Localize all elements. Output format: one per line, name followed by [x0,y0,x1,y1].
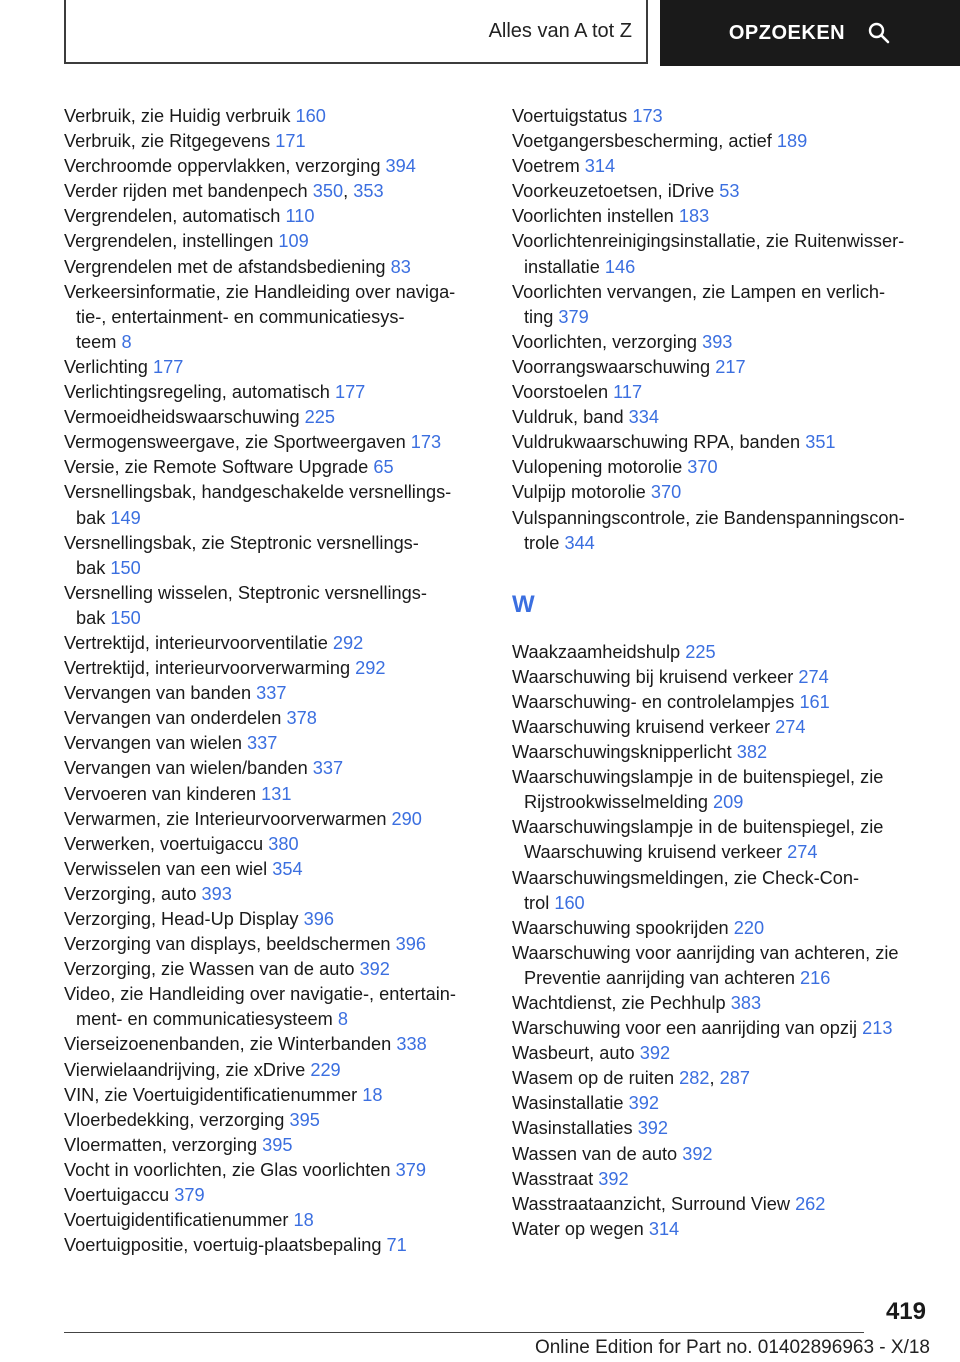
index-entry-text: Voorlichten vervangen, zie Lampen en verlich- [512,281,886,302]
index-entry-text: Warschuwing voor een aanrijding van opzij [512,1018,858,1039]
search-tab[interactable] [660,0,960,66]
index-entry-text: Voorrangswaarschuwing [512,356,711,377]
index-entry-text: bak [76,507,106,528]
page-link[interactable]: 392 [359,959,390,980]
page-link[interactable]: 392 [628,1093,659,1114]
index-entry-text: Vergrendelen, instellingen [64,231,274,252]
index-entry [64,229,484,254]
page-link[interactable]: 8 [337,1009,348,1030]
index-entry-text: Vergrendelen, automatisch [64,206,281,227]
index-entry [64,631,484,656]
index-entry-text: Vloerbedekking, verzorging [64,1109,285,1130]
index-entry [64,907,484,932]
index-entry [512,506,932,556]
index-entry [512,204,932,229]
index-entry-text: Water op wegen [512,1218,644,1239]
page-link[interactable]: 344 [564,532,595,553]
page-link[interactable]: 109 [278,231,309,252]
page-link[interactable]: 314 [648,1218,680,1239]
page-link[interactable]: 379 [395,1159,426,1180]
index-entry [512,1091,932,1116]
index-entry [64,581,484,631]
index-entry-text: Wasstraat [512,1168,594,1189]
index-entry-text: Wasinstallaties [512,1118,633,1139]
page-link[interactable]: 290 [391,808,422,829]
index-entry-text: Verkeersinformatie, zie Handleiding over naviga- [64,281,456,302]
index-entry-text: Waakzaamheidshulp [512,641,681,662]
index-entry [64,405,484,430]
page-link[interactable]: 173 [632,106,663,126]
index-entry [64,430,484,455]
index-entry-text: Video, zie Handleiding over navigatie-, entertain- [64,984,456,1005]
index-entry-text: Verbruik, zie Ritgegevens [64,131,271,152]
index-entry-text: trol [524,892,550,913]
page-link[interactable]: 149 [110,507,141,528]
page-link[interactable]: 209 [713,792,744,813]
index-entry-text: Vulpijp motorolie [512,482,646,503]
index-entry [512,1116,932,1141]
index-entry-text: Waarschuwing voor aanrijding van achteren, zie [512,942,899,963]
index-entry [64,807,484,832]
page-number: 419 [885,1298,926,1325]
index-entry [64,957,484,982]
index-entry-text: Wassen van de auto [512,1143,678,1164]
index-entry-text: Wasbeurt, auto [512,1043,635,1064]
page-link[interactable]: 392 [682,1143,713,1164]
index-entry-text: Voorkeuzetoetsen, iDrive [512,181,715,202]
page-link[interactable]: 392 [637,1118,669,1139]
index-entry-text: Rijstrookwisselmelding [524,792,708,813]
index-entry-text: Waarschuwing bij kruisend verkeer [512,666,794,687]
index-entry [512,229,932,279]
page-link[interactable]: 146 [604,256,636,277]
page-link[interactable]: 378 [286,708,317,729]
page-link[interactable]: 177 [152,356,184,377]
index-entry [512,154,932,179]
section-letter-heading: W [512,590,535,618]
page-link[interactable]: 379 [558,306,589,327]
page-link[interactable]: 229 [310,1059,341,1080]
page-link[interactable]: 173 [410,432,442,453]
page-link[interactable]: 354 [272,858,303,879]
index-entry-text: Verzorging, Head-Up Display [64,909,299,929]
index-entry-text: Vulspanningscontrole, zie Bandenspanningscon- [512,507,905,528]
index-entry [512,355,932,380]
index-entry-text: Vierwielaandrijving, zie xDrive [64,1059,306,1080]
index-entry-text: Vervangen van banden [64,683,252,704]
index-entry [512,380,932,405]
page-link[interactable]: 131 [261,783,292,804]
page-link[interactable]: 117 [613,382,643,403]
index-entry-text: Vergrendelen met de afstandsbediening [64,256,386,277]
index-entry [512,740,932,765]
index-entry-text: Voorlichten instellen [512,206,674,227]
index-entry [64,204,484,229]
index-entry [64,857,484,882]
index-entry-text: Vertrektijd, interieurvoorverwarming [64,658,351,679]
index-entry [512,179,932,204]
index-entry-text: Waarschuwingsmeldingen, zie Check-Con- [512,867,860,888]
index-entry [64,1032,484,1057]
page-link[interactable]: 83 [390,256,411,277]
index-entry [64,832,484,857]
index-entry: Verder rijden met bandenpech 350, 353 [64,181,384,202]
index-entry-text: Waarschuwingslampje in de buitenspiegel, zie [512,767,884,788]
index-entry: Wasem op de ruiten 282, 287 [512,1068,750,1089]
index-entry [64,1058,484,1083]
page-link[interactable]: 393 [702,331,733,352]
index-entry [64,1133,484,1158]
page-link[interactable]: 160 [554,892,585,913]
page-link[interactable]: 380 [268,833,299,854]
index-entry [64,355,484,380]
index-entry [512,405,932,430]
index-entry [64,1233,484,1258]
page-link[interactable]: 71 [386,1235,407,1256]
page-link[interactable]: 392 [639,1043,671,1064]
page-link[interactable]: 171 [275,131,306,152]
page-link[interactable]: 370 [650,482,682,503]
index-entry-text: ting [524,306,554,327]
index-entry [64,455,484,480]
page-link[interactable]: 220 [733,917,765,938]
index-entry-text: Waarschuwingsknipperlicht [512,742,732,763]
index-entry-text: Voorlichten, verzorging [512,331,698,352]
footer-text: Online Edition for Part no. 01402896963 - X/18 [534,1337,930,1358]
page-link[interactable]: 379 [174,1185,205,1206]
index-entry-text: Waarschuwing- en controlelampjes [512,691,795,712]
index-entry-text: bak [76,557,106,578]
index-entry [64,1108,484,1133]
page-link[interactable]: 216 [800,967,831,988]
index-entry-text: Voertuigstatus [512,106,628,126]
index-entry-text: Verzorging, zie Wassen van de auto [64,959,355,980]
page-link[interactable]: 183 [678,206,710,227]
index-entry-text: Wasinstallatie [512,1093,624,1114]
page-link[interactable]: 225 [685,641,716,662]
index-entry-text: Versie, zie Remote Software Upgrade [64,457,369,478]
index-entry [512,1167,932,1192]
index-entry-text: Voetrem [512,156,580,177]
page-link[interactable]: 274 [787,842,818,863]
page-link[interactable]: 217 [715,356,746,377]
index-entry-text: Vertrektijd, interieurvoorventilatie [64,632,328,653]
index-entry-text: Wasem op de ruiten [512,1068,675,1089]
page-link[interactable]: 262 [795,1193,826,1214]
page-link[interactable]: 394 [385,156,416,177]
page-link[interactable]: 353 [353,181,384,202]
index-entry [512,280,932,330]
index-group-w [512,640,932,1242]
index-entry [64,706,484,731]
index-entry [512,1041,932,1066]
page-link[interactable]: 225 [304,407,335,428]
index-entry [64,1158,484,1183]
index-entry [512,1192,932,1217]
index-entry-text: Preventie aanrijding van achteren [524,967,795,988]
index-entry-text: Verlichting [64,356,148,377]
index-entry-text: Verwarmen, zie Interieurvoorverwarmen [64,808,387,829]
page-link[interactable]: 395 [262,1134,293,1155]
section-tab-label: Alles van A tot Z [488,19,632,42]
index-entry [512,690,932,715]
page-link[interactable]: 213 [862,1018,893,1039]
page-link[interactable]: 8 [121,331,132,352]
index-entry-text: installatie [524,256,600,277]
page-link[interactable]: 287 [719,1068,750,1089]
page-link[interactable]: 150 [110,557,141,578]
index-entry-text: VIN, zie Voertuigidentificatienummer [64,1084,358,1105]
index-entry [64,1208,484,1233]
index-entry [512,480,932,505]
index-entry-text: Vervangen van wielen/banden [64,758,308,779]
index-entry [64,756,484,781]
index-entry-text: Vermoeidheidswaarschuwing [64,407,300,428]
index-entry-text: Wachtdienst, zie Pechhulp [512,993,726,1013]
index-entry [512,941,932,991]
page-link[interactable]: 338 [396,1034,427,1055]
index-entry [64,932,484,957]
page-link[interactable]: 337 [256,683,287,704]
index-entry [512,430,932,455]
index-entry-text: Vervangen van wielen [64,733,242,754]
index-entry-text: Verbruik, zie Huidig verbruik [64,106,291,126]
index-entry [512,104,932,129]
index-entry-text: Vocht in voorlichten, zie Glas voorlichten [64,1159,391,1180]
index-entry-text: Voertuigidentificatienummer [64,1210,289,1231]
index-entry-text: Voertuigaccu [64,1185,170,1206]
index-entry [64,882,484,907]
index-entry [64,681,484,706]
page-link[interactable]: 292 [332,632,364,653]
index-entry-text: bak [76,607,106,628]
page-link[interactable]: 337 [247,733,278,754]
page-link[interactable]: 383 [730,993,762,1013]
index-entry-text: tie-, entertainment- en communicatiesys- [76,306,405,327]
index-entry [64,154,484,179]
index-entry [64,129,484,154]
page-link[interactable]: 350 [312,181,344,202]
top-navigation [0,0,960,66]
page-link[interactable]: 189 [776,131,808,152]
page-link[interactable]: 395 [289,1109,320,1130]
page-link[interactable]: 334 [628,407,659,428]
index-entry [64,782,484,807]
page-link[interactable]: 314 [584,156,616,177]
index-entry-text: Vervoeren van kinderen [64,783,257,804]
index-entry [64,1083,484,1108]
page-link[interactable]: 53 [719,181,740,202]
index-group-v [512,104,932,556]
index-entry [64,480,484,530]
index-entry-text: trole [524,532,560,553]
index-entry-text: Voorlichtenreinigingsinstallatie, zie Ruitenwisser- [512,231,905,252]
page-link[interactable]: 351 [805,432,836,453]
page-link[interactable]: 396 [395,934,426,955]
page-link[interactable]: 177 [334,382,366,403]
index-entry-text: Vuldrukwaarschuwing RPA, banden [512,432,801,453]
index-entry [512,455,932,480]
index-entry [512,640,932,665]
index-entry [64,380,484,405]
index-column-right [512,104,932,1242]
index-entry [512,765,932,815]
index-entry-text: Voetgangersbescherming, actief [512,131,772,152]
index-entry [64,731,484,756]
index-entry-text: Wasstraataanzicht, Surround View [512,1193,790,1214]
page-link[interactable]: 392 [598,1168,629,1189]
index-entry [512,866,932,916]
index-entry-text: Versnellingsbak, handgeschakelde versnellings- [64,482,452,503]
index-entry-text: Versnelling wisselen, Steptronic versnellings- [64,582,427,603]
search-tab-label: OPZOEKEN [728,21,846,44]
index-entry [512,1016,932,1041]
index-entry-text: ment- en communicatiesysteem [76,1009,333,1030]
search-icon [867,21,891,45]
index-entry-text: Vloermatten, verzorging [64,1134,258,1155]
index-entry-text: Verlichtingsregeling, automatisch [64,382,330,403]
index-entry-text: Voorstoelen [512,382,609,403]
page-link[interactable]: 18 [293,1210,314,1231]
index-entry-text: teem [76,331,117,352]
index-entry [64,982,484,1032]
index-entry-text: Waarschuwing spookrijden [512,917,729,938]
page-link[interactable]: 292 [355,658,386,679]
index-column-left [64,104,484,1258]
section-tab[interactable] [64,0,648,64]
page-link[interactable]: 160 [295,106,326,126]
page-link[interactable]: 18 [362,1084,383,1105]
index-entry [512,1217,932,1242]
index-entry [512,330,932,355]
page-link[interactable]: 382 [736,742,768,763]
index-entry-text: Waarschuwing kruisend verkeer [512,716,771,737]
index-entry-text: Voertuigpositie, voertuig-plaatsbepaling [64,1235,382,1256]
page-link[interactable]: 337 [312,758,344,779]
index-entry-text: Vuldruk, band [512,407,624,428]
index-entry-text: Waarschuwing kruisend verkeer [524,842,783,863]
page-link[interactable]: 150 [110,607,141,628]
index-entry-text: Vermogensweergave, zie Sportweergaven [64,432,406,453]
page-link[interactable]: 282 [679,1068,710,1089]
index-entry [64,1183,484,1208]
index-entry-text: Verwerken, voertuigaccu [64,833,264,854]
index-entry [512,129,932,154]
index-entry-text: Verzorging, auto [64,883,197,904]
index-entry-text: Waarschuwingslampje in de buitenspiegel, zie [512,817,884,838]
page-link[interactable]: 65 [373,457,394,478]
index-entry [512,991,932,1016]
page-link[interactable]: 274 [775,716,806,737]
page-link[interactable]: 110 [285,206,315,227]
index-entry-text: Vulopening motorolie [512,457,683,478]
page-link[interactable]: 161 [799,691,830,712]
page-link[interactable]: 274 [798,666,829,687]
index-entry [512,916,932,941]
index-entry [64,255,484,280]
index-entry [64,656,484,681]
index-entry [512,715,932,740]
footer-divider [64,1332,864,1333]
page-link[interactable]: 370 [687,457,718,478]
index-entry [512,1142,932,1167]
index-entry [64,531,484,581]
page-link[interactable]: 393 [201,883,232,904]
index-entry [64,280,484,355]
index-entry-text: Verder rijden met bandenpech [64,181,308,202]
index-entry [512,665,932,690]
index-entry-text: Versnellingsbak, zie Steptronic versnellings- [64,532,419,553]
index-entry [64,104,484,129]
page-link[interactable]: 396 [303,909,334,929]
index-entry-text: Verchroomde oppervlakken, verzorging [64,156,381,177]
index-entry-text: Verzorging van displays, beeldschermen [64,934,391,955]
index-entry-text: Vierseizoenenbanden, zie Winterbanden [64,1034,392,1055]
index-entry-text: Vervangen van onderdelen [64,708,282,729]
index-entry-text: Verwisselen van een wiel [64,858,268,879]
index-entry [512,815,932,865]
